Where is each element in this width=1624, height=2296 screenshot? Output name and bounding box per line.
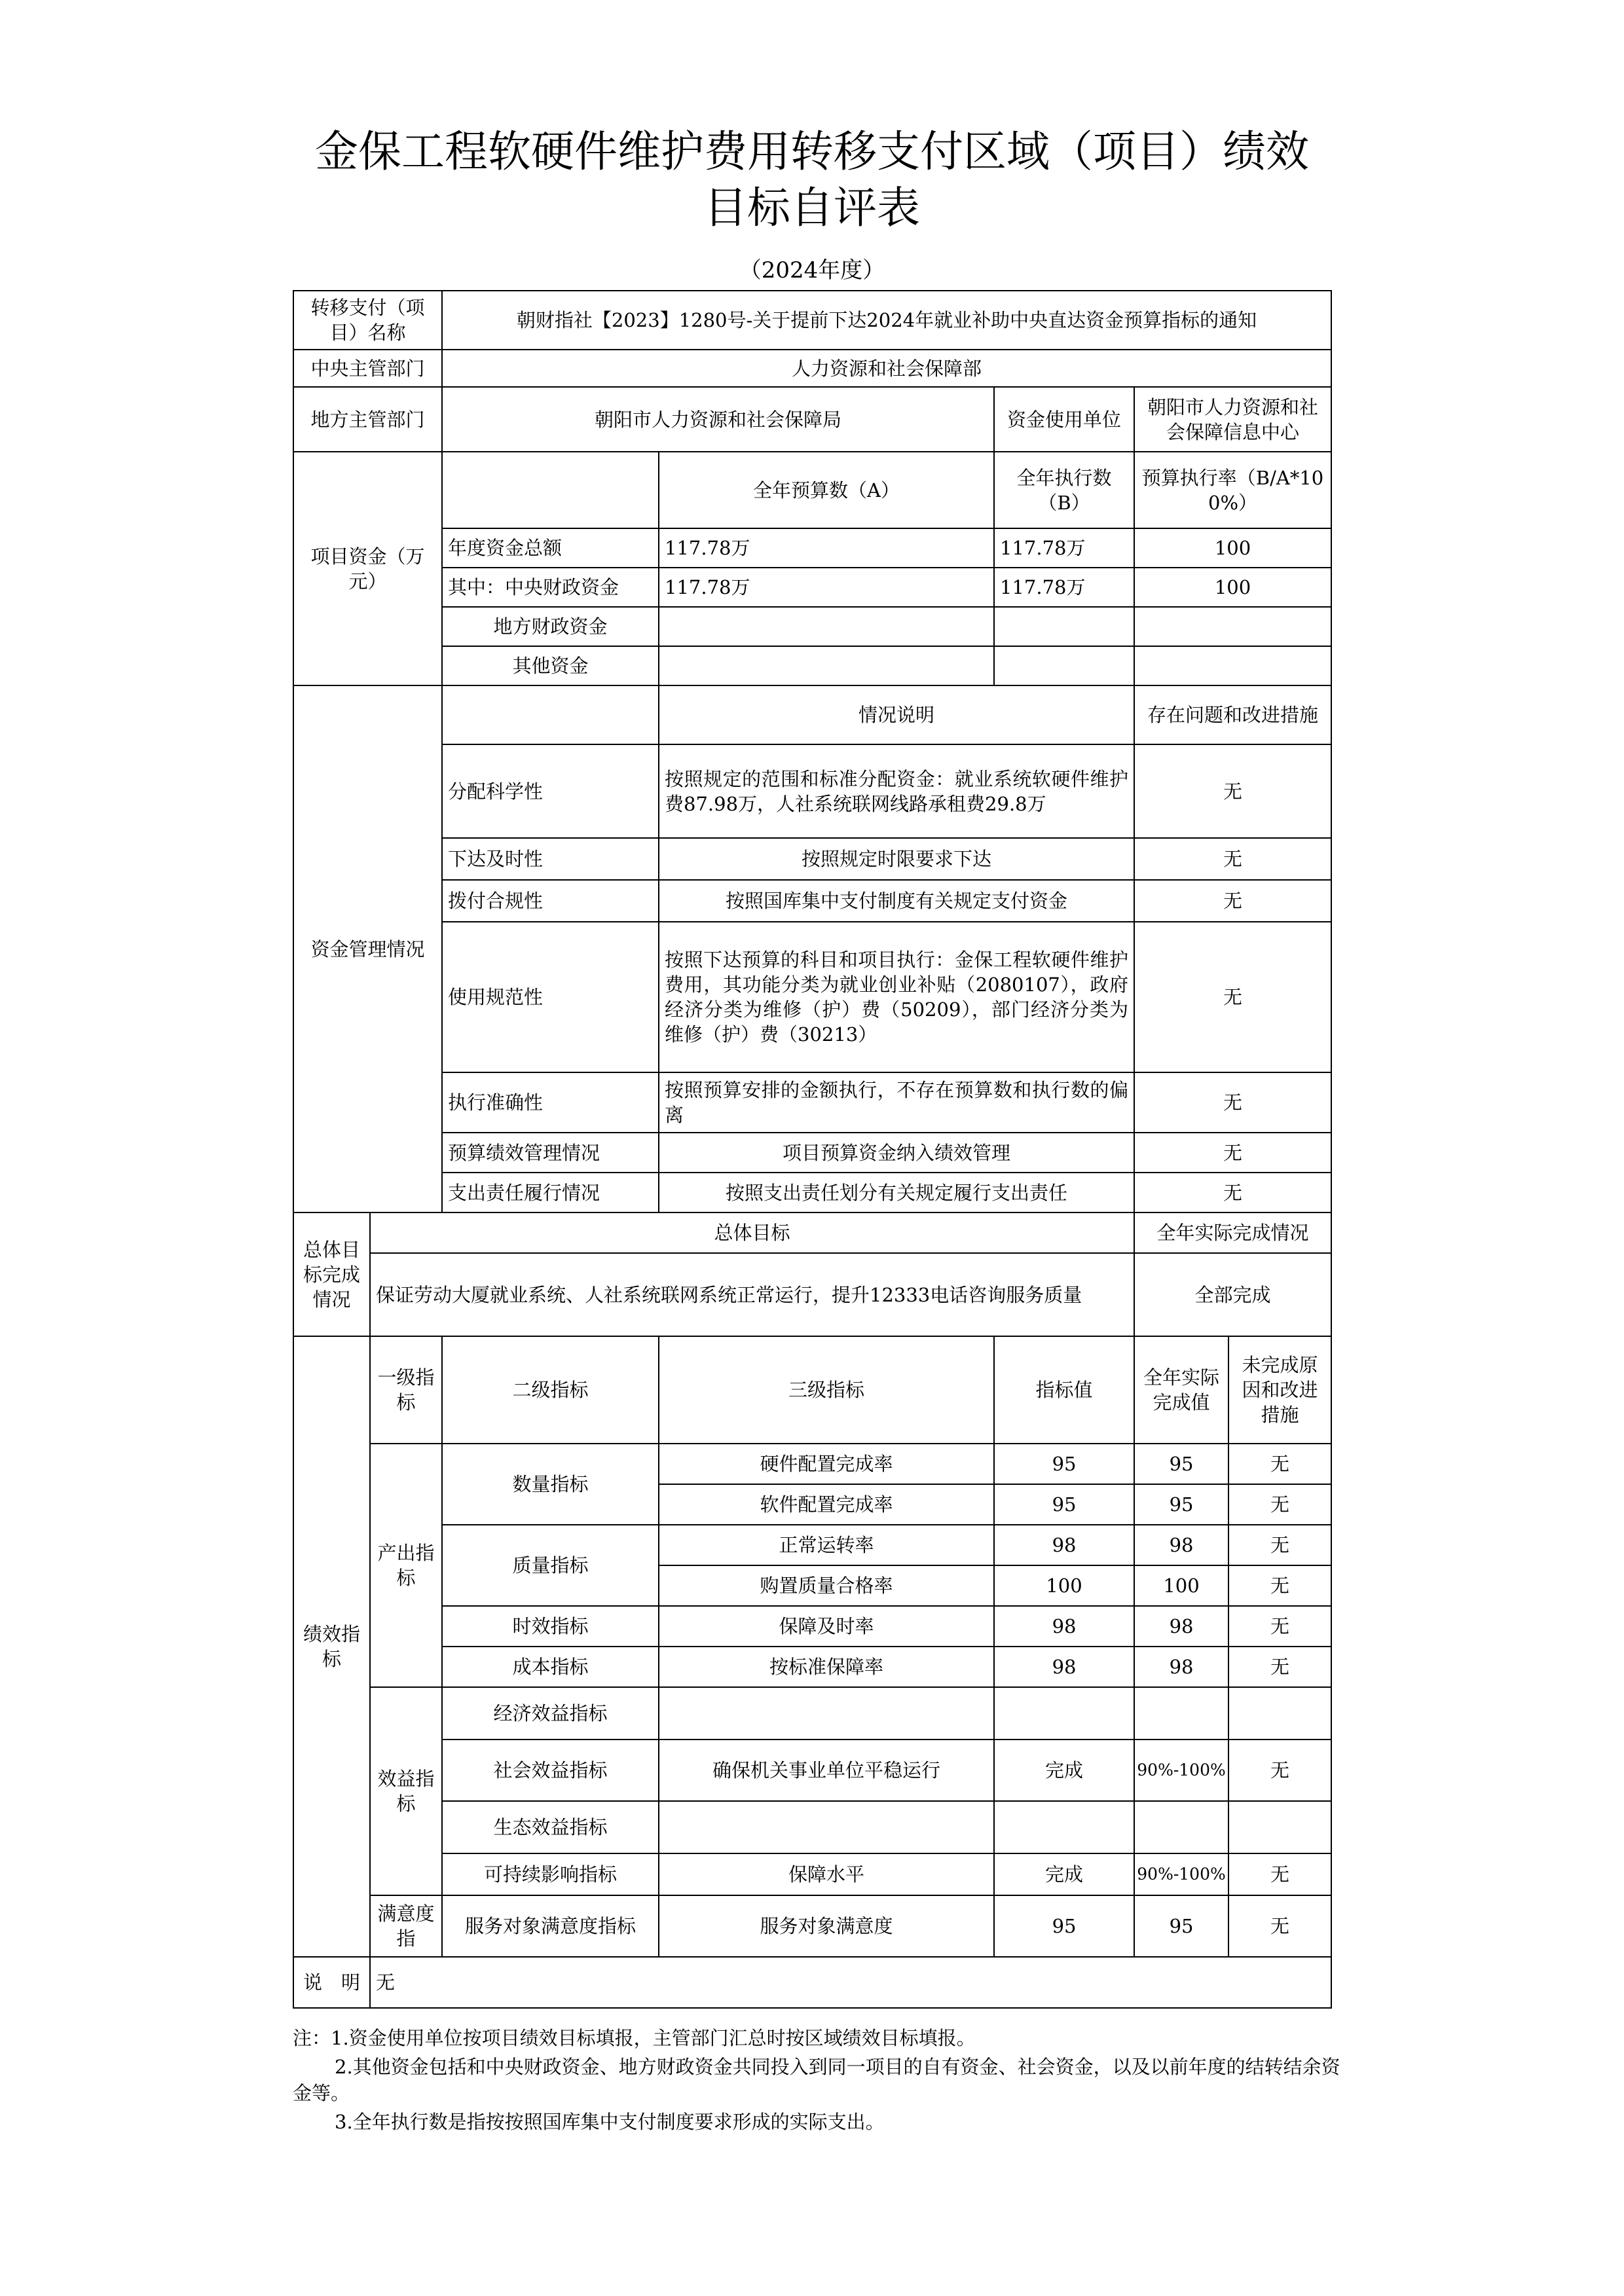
funds-row-budget: [659, 646, 994, 685]
indicator-target-empty: [994, 1801, 1134, 1853]
indicators-col-l1: 一级指标: [370, 1336, 442, 1444]
project-name-label: 转移支付（项目）名称: [293, 291, 442, 350]
indicator-actual: 98: [1134, 1525, 1228, 1565]
management-row-desc: 按照规定时限要求下达: [659, 838, 1134, 880]
overall-col-actual: 全年实际完成情况: [1134, 1212, 1331, 1253]
indicator-target: 95: [994, 1484, 1134, 1525]
output-indicator-label: 产出指标: [370, 1444, 442, 1687]
indicator-reason: 无: [1228, 1740, 1331, 1801]
indicator-actual: 98: [1134, 1647, 1228, 1687]
management-row-issue: 无: [1134, 1072, 1331, 1133]
user-unit-label: 资金使用单位: [994, 387, 1134, 452]
funds-col-budget: 全年预算数（A）: [659, 452, 994, 528]
indicator-target: 完成: [994, 1740, 1134, 1801]
funds-row-rate: [1134, 607, 1331, 646]
benefit-indicator-label: 效益指标: [370, 1687, 442, 1895]
satisfaction-indicator-label: 满意度指: [370, 1895, 442, 1957]
local-dept-label: 地方主管部门: [293, 387, 442, 452]
indicator-l3: 购置质量合格率: [659, 1565, 994, 1606]
indicator-l3: 确保机关事业单位平稳运行: [659, 1740, 994, 1801]
management-row-desc: 项目预算资金纳入绩效管理: [659, 1133, 1134, 1173]
economic-indicator-label: 经济效益指标: [442, 1687, 659, 1740]
funds-row-exec: [994, 646, 1134, 685]
indicator-actual-empty: [1134, 1687, 1228, 1740]
funds-section-label: 项目资金（万元）: [293, 452, 442, 685]
project-name-value: 朝财指社【2023】1280号-关于提前下达2024年就业补助中央直达资金预算指标的通知: [442, 291, 1331, 350]
indicator-l3-empty: [659, 1801, 994, 1853]
indicator-target: 98: [994, 1606, 1134, 1647]
local-dept-value: 朝阳市人力资源和社会保障局: [442, 387, 994, 452]
management-row-label: 拨付合规性: [442, 880, 659, 922]
indicator-target: 95: [994, 1895, 1134, 1957]
indicator-reason: 无: [1228, 1606, 1331, 1647]
note-2: 2.其他资金包括和中央财政资金、地方财政资金共同投入到同一项目的自有资金、社会资金，以及以前年度的结转结余资金等。: [293, 2056, 1340, 2104]
funds-row-exec: [994, 607, 1134, 646]
funds-row-budget: 117.78万: [659, 568, 994, 607]
overall-goal-text: 保证劳动大厦就业系统、人社系统联网系统正常运行，提升12333电话咨询服务质量: [370, 1253, 1134, 1336]
management-row-issue: 无: [1134, 744, 1331, 838]
funds-row-rate: 100: [1134, 568, 1331, 607]
indicator-l3-empty: [659, 1687, 994, 1740]
central-dept-value: 人力资源和社会保障部: [442, 350, 1331, 387]
indicator-actual: 98: [1134, 1606, 1228, 1647]
indicator-l3: 保障及时率: [659, 1606, 994, 1647]
indicator-l3: 按标准保障率: [659, 1647, 994, 1687]
management-row-label: 分配科学性: [442, 744, 659, 838]
indicator-target: 98: [994, 1647, 1134, 1687]
management-row-issue: 无: [1134, 1173, 1331, 1212]
indicator-target-empty: [994, 1687, 1134, 1740]
funds-row-label: 其他资金: [442, 646, 659, 685]
funds-row-label: 地方财政资金: [442, 607, 659, 646]
indicator-actual: 95: [1134, 1895, 1228, 1957]
overall-section-label: 总体目标完成情况: [293, 1212, 370, 1336]
management-row-issue: 无: [1134, 838, 1331, 880]
social-indicator-label: 社会效益指标: [442, 1740, 659, 1801]
indicator-l3: 硬件配置完成率: [659, 1444, 994, 1484]
indicator-target: 完成: [994, 1853, 1134, 1895]
indicator-reason: 无: [1228, 1444, 1331, 1484]
sustainable-indicator-label: 可持续影响指标: [442, 1853, 659, 1895]
management-row-label: 执行准确性: [442, 1072, 659, 1133]
indicator-l3: 软件配置完成率: [659, 1484, 994, 1525]
indicator-reason-empty: [1228, 1687, 1331, 1740]
funds-row-label: 年度资金总额: [442, 528, 659, 568]
management-row-label: 支出责任履行情况: [442, 1173, 659, 1212]
indicator-actual: 90%-100%: [1134, 1853, 1228, 1895]
indicator-reason: 无: [1228, 1853, 1331, 1895]
indicator-target: 100: [994, 1565, 1134, 1606]
indicator-l3: 服务对象满意度: [659, 1895, 994, 1957]
indicator-reason: 无: [1228, 1525, 1331, 1565]
indicator-reason: 无: [1228, 1565, 1331, 1606]
management-row-issue: 无: [1134, 880, 1331, 922]
indicators-section-label: 绩效指标: [293, 1336, 370, 1957]
indicator-actual: 90%-100%: [1134, 1740, 1228, 1801]
funds-row-budget: [659, 607, 994, 646]
management-row-label: 使用规范性: [442, 922, 659, 1072]
management-col-desc: 情况说明: [659, 685, 1134, 744]
funds-row-exec: 117.78万: [994, 568, 1134, 607]
indicator-actual-empty: [1134, 1801, 1228, 1853]
funds-row-rate: [1134, 646, 1331, 685]
management-header-blank: [442, 685, 659, 744]
management-col-issue: 存在问题和改进措施: [1134, 685, 1331, 744]
management-row-label: 预算绩效管理情况: [442, 1133, 659, 1173]
indicator-target: 95: [994, 1444, 1134, 1484]
indicator-reason: 无: [1228, 1484, 1331, 1525]
management-row-desc: 按照下达预算的科目和项目执行：金保工程软硬件维护费用，其功能分类为就业创业补贴（2080107），政府经济分类为维修（护）费（50209），部门经济分类为维修（护）费（30213）: [659, 922, 1134, 1072]
cost-indicator-label: 成本指标: [442, 1647, 659, 1687]
management-row-issue: 无: [1134, 922, 1331, 1072]
indicators-col-l3: 三级指标: [659, 1336, 994, 1444]
notes: [293, 2025, 1340, 2138]
indicators-col-target: 指标值: [994, 1336, 1134, 1444]
funds-row-label: 其中：中央财政资金: [442, 568, 659, 607]
funds-row-rate: 100: [1134, 528, 1331, 568]
indicator-actual: 95: [1134, 1484, 1228, 1525]
indicator-reason: 无: [1228, 1895, 1331, 1957]
overall-actual-text: 全部完成: [1134, 1253, 1331, 1336]
indicator-l3: 保障水平: [659, 1853, 994, 1895]
funds-header-blank: [442, 452, 659, 528]
note-3: 3.全年执行数是指按按照国库集中支付制度要求形成的实际支出。: [335, 2111, 885, 2133]
self-evaluation-table: [293, 290, 1332, 2009]
funds-row-exec: 117.78万: [994, 528, 1134, 568]
year-label: （2024年度）: [739, 257, 885, 283]
funds-row-budget: 117.78万: [659, 528, 994, 568]
management-row-issue: 无: [1134, 1133, 1331, 1173]
ecological-indicator-label: 生态效益指标: [442, 1801, 659, 1853]
title-line-2: 目标自评表: [704, 183, 920, 233]
indicator-l3: 正常运转率: [659, 1525, 994, 1565]
satisfaction-l2-label: 服务对象满意度指标: [442, 1895, 659, 1957]
quality-indicator-label: 质量指标: [442, 1525, 659, 1606]
indicator-reason-empty: [1228, 1801, 1331, 1853]
indicators-col-l2: 二级指标: [442, 1336, 659, 1444]
indicators-col-reason: 未完成原因和改进措施: [1228, 1336, 1331, 1444]
management-section-label: 资金管理情况: [293, 685, 442, 1212]
funds-col-rate: 预算执行率（B/A*100%）: [1134, 452, 1331, 528]
management-row-desc: 按照国库集中支付制度有关规定支付资金: [659, 880, 1134, 922]
user-unit-value: 朝阳市人力资源和社会保障信息中心: [1134, 387, 1331, 452]
central-dept-label: 中央主管部门: [293, 350, 442, 387]
remark-label: 说 明: [293, 1957, 370, 2008]
overall-col-goal: 总体目标: [370, 1212, 1134, 1253]
management-row-label: 下达及时性: [442, 838, 659, 880]
funds-col-exec: 全年执行数（B）: [994, 452, 1134, 528]
note-1: 注：1.资金使用单位按项目绩效目标填报，主管部门汇总时按区域绩效目标填报。: [293, 2027, 976, 2049]
management-row-desc: 按照规定的范围和标准分配资金：就业系统软硬件维护费87.98万，人社系统联网线路承租费29.8万: [659, 744, 1134, 838]
management-row-desc: 按照预算安排的金额执行，不存在预算数和执行数的偏离: [659, 1072, 1134, 1133]
timeliness-indicator-label: 时效指标: [442, 1606, 659, 1647]
indicator-actual: 100: [1134, 1565, 1228, 1606]
indicator-reason: 无: [1228, 1647, 1331, 1687]
indicator-target: 98: [994, 1525, 1134, 1565]
title-line-1: 金保工程软硬件维护费用转移支付区域（项目）绩效: [315, 126, 1309, 177]
remark-value: 无: [370, 1957, 1331, 2008]
management-row-desc: 按照支出责任划分有关规定履行支出责任: [659, 1173, 1134, 1212]
quantity-indicator-label: 数量指标: [442, 1444, 659, 1525]
indicator-actual: 95: [1134, 1444, 1228, 1484]
indicators-col-actual: 全年实际完成值: [1134, 1336, 1228, 1444]
